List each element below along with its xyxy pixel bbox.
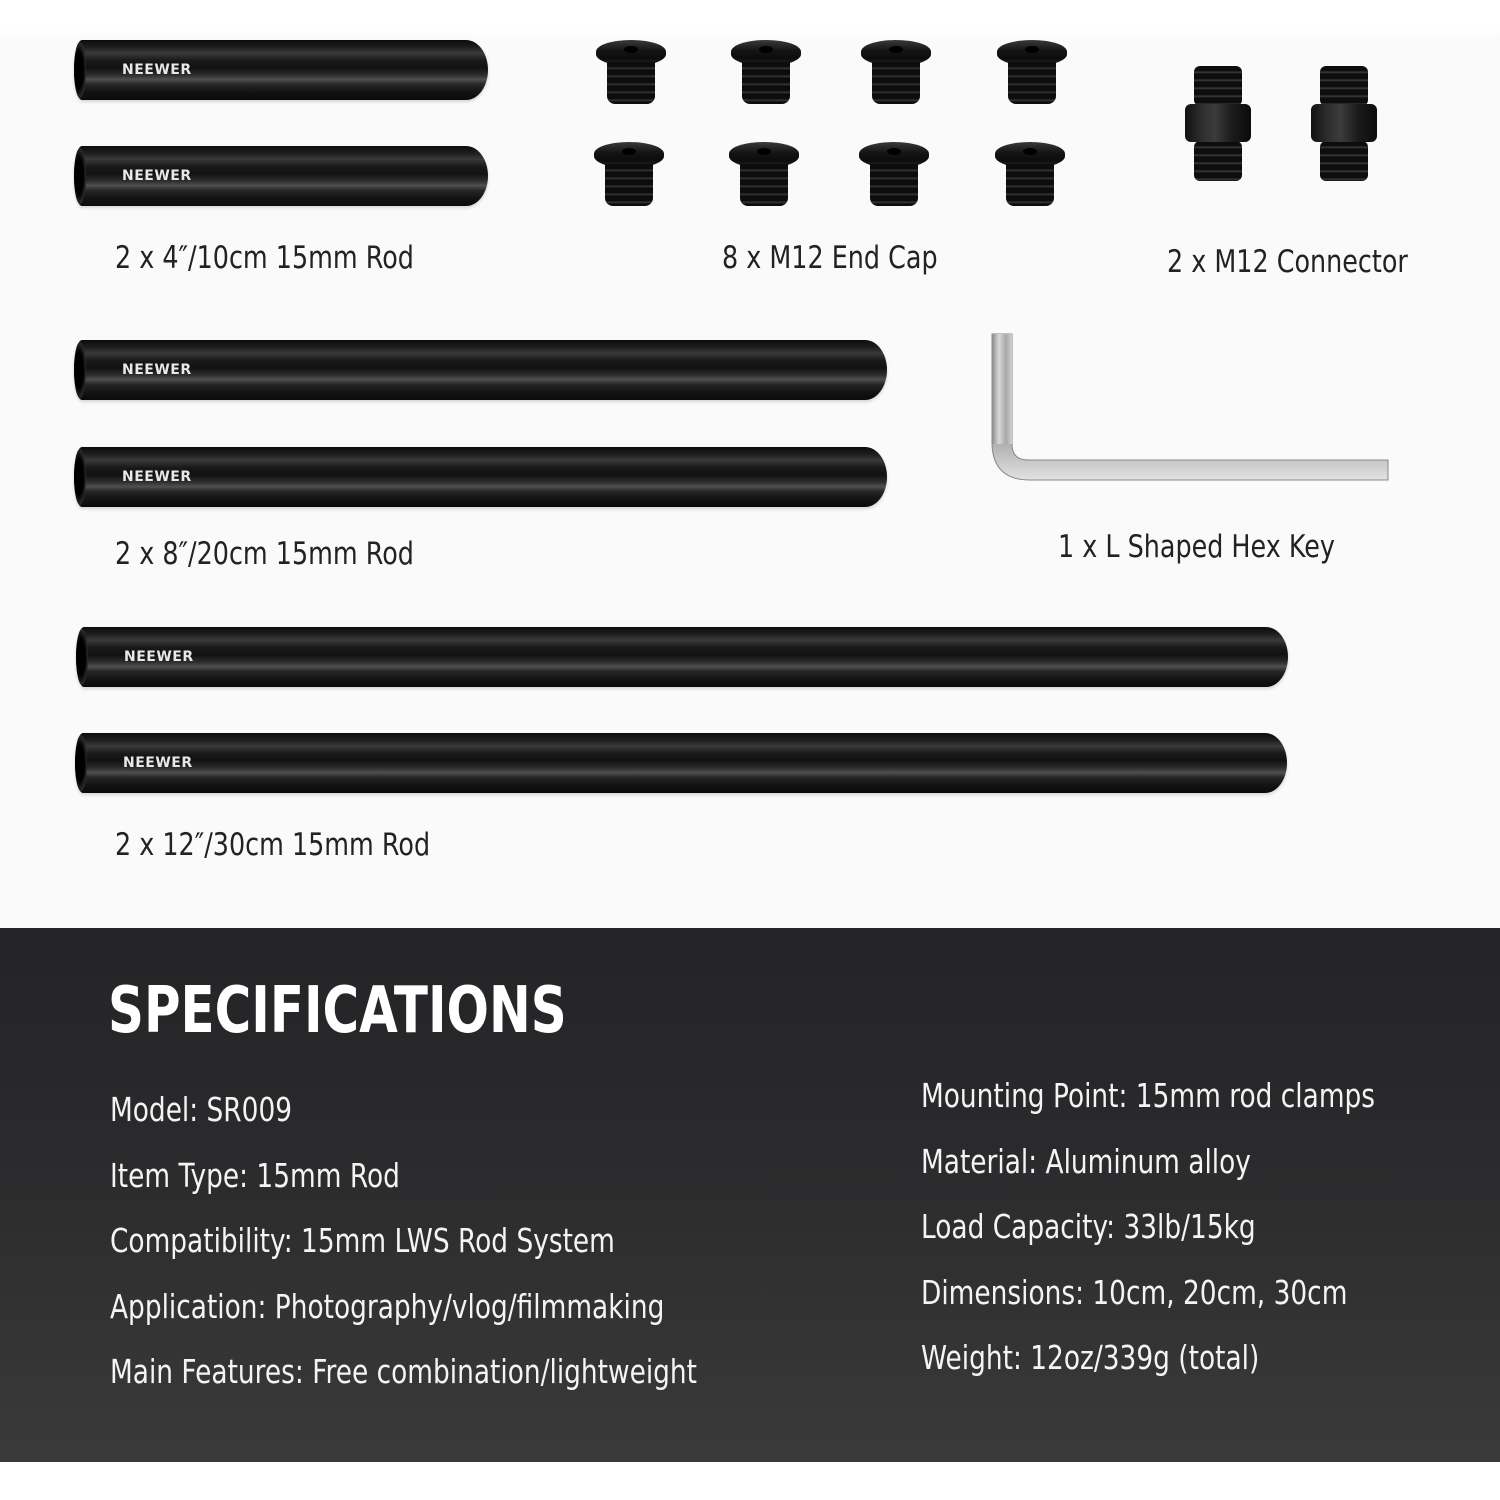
rod-4in-1: [74, 40, 488, 100]
neewer-logo: NEEWER: [122, 362, 192, 378]
end-cap-icon: [859, 142, 929, 212]
caption-rod-12in: 2 x 12″/30cm 15mm Rod: [115, 827, 431, 863]
rod-8in-2: [74, 447, 887, 507]
end-cap-icon: [995, 142, 1065, 212]
spec-application: Application: Photography/vlog/filmmaking: [110, 1286, 665, 1326]
end-cap-icon: [594, 142, 664, 212]
caption-rod-8in: 2 x 8″/20cm 15mm Rod: [115, 536, 414, 572]
specifications-panel: [0, 928, 1500, 1462]
end-cap-icon: [861, 40, 931, 110]
spec-compatibility: Compatibility: 15mm LWS Rod System: [110, 1221, 615, 1260]
spec-load-capacity: Load Capacity: 33lb/15kg: [921, 1207, 1256, 1246]
spec-mounting-point: Mounting Point: 15mm rod clamps: [921, 1076, 1376, 1115]
caption-hex-key: 1 x L Shaped Hex Key: [1058, 529, 1335, 565]
end-cap-icon: [731, 40, 801, 110]
spec-column-left: [110, 1088, 844, 1416]
caption-connector: 2 x M12 Connector: [1167, 244, 1408, 280]
neewer-logo: NEEWER: [123, 755, 193, 771]
spec-model: Model: SR009: [110, 1090, 293, 1129]
rod-12in-1: [76, 627, 1288, 687]
hex-key-icon: [990, 332, 1390, 482]
end-cap-icon: [729, 142, 799, 212]
neewer-logo: NEEWER: [122, 469, 192, 485]
end-cap-icon: [997, 40, 1067, 110]
neewer-logo: NEEWER: [124, 649, 194, 665]
rod-4in-2: [74, 146, 488, 206]
spec-weight: Weight: 12oz/339g (total): [921, 1338, 1260, 1377]
spec-column-right: [921, 1074, 1489, 1402]
rod-8in-1: [74, 340, 887, 400]
caption-rod-4in: 2 x 4″/10cm 15mm Rod: [115, 240, 414, 276]
spec-item-type: Item Type: 15mm Rod: [110, 1155, 400, 1195]
neewer-logo: NEEWER: [122, 168, 192, 184]
spec-main-features: Main Features: Free combination/lightweight: [110, 1352, 698, 1391]
spec-material: Material: Aluminum alloy: [921, 1141, 1251, 1181]
neewer-logo: NEEWER: [122, 62, 192, 78]
rod-12in-2: [75, 733, 1287, 793]
specifications-title: SPECIFICATIONS: [108, 974, 567, 1048]
spec-dimensions: Dimensions: 10cm, 20cm, 30cm: [921, 1272, 1348, 1312]
end-cap-icon: [596, 40, 666, 110]
connector-icon: [1311, 66, 1377, 181]
connector-icon: [1185, 66, 1251, 181]
caption-end-cap: 8 x M12 End Cap: [722, 240, 938, 276]
